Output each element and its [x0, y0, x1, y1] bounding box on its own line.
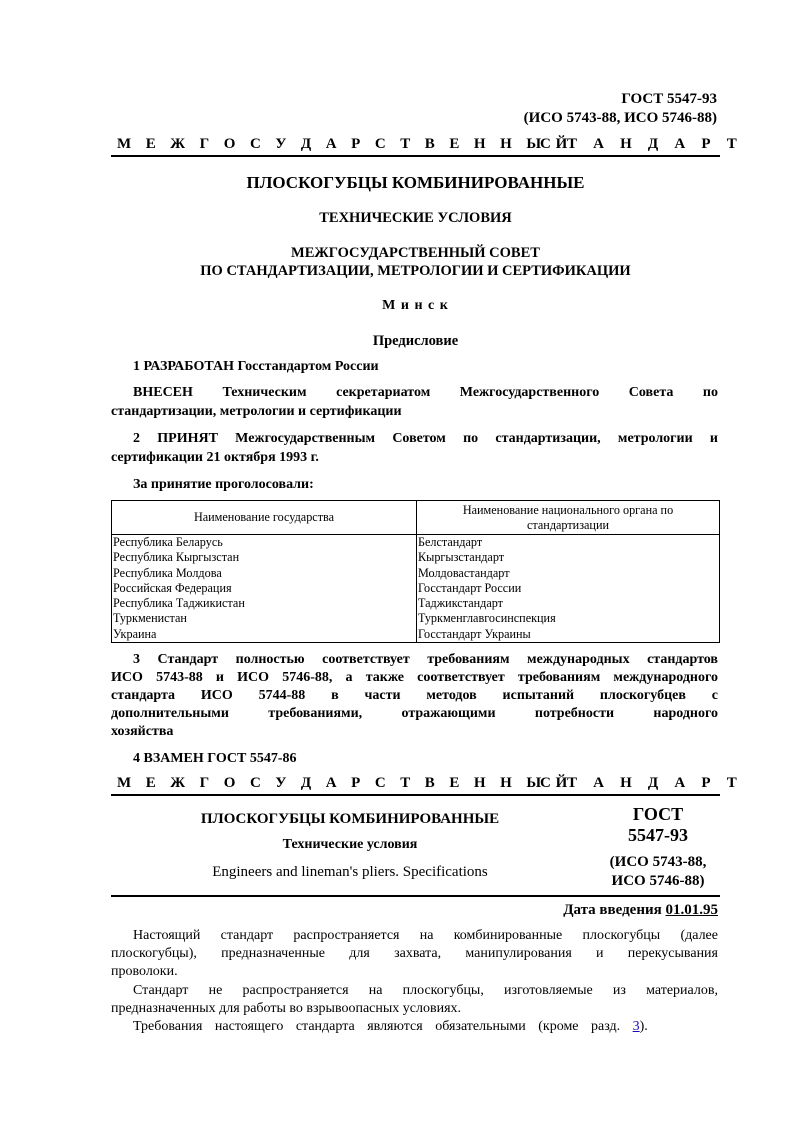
iso-ref-line-2: ИСО 5746-88): [611, 873, 705, 889]
foreword-item-3-line-4: дополнительными требованиями, отражающими потребности народного: [111, 706, 718, 721]
header-body-label-2: стандартизации: [527, 517, 609, 532]
state-name: Российская Федерация: [112, 581, 417, 596]
banner-standard: С Т А Н Д А Р Т: [540, 136, 743, 152]
standard-title: ПЛОСКОГУБЦЫ КОМБИНИРОВАННЫЕ: [200, 811, 500, 827]
gost-code: ГОСТ 5547-93: [621, 91, 717, 107]
introduced-line-1: ВНЕСЕН Техническим секретариатом Межгосударственного Совета по: [133, 385, 718, 400]
gost-label: ГОСТ: [632, 804, 684, 824]
state-name: Республика Молдова: [112, 566, 417, 581]
introduced-line-2: стандартизации, метрологии и сертификации: [111, 404, 402, 419]
foreword-item-3-line-2: ИСО 5743-88 и ИСО 5746-88, а также соответствует требованиям международного: [111, 670, 718, 685]
table-row: [112, 581, 720, 596]
standards-body: Госстандарт Украины: [417, 627, 720, 643]
state-name: Туркменистан: [112, 611, 417, 626]
standards-body: Таджикстандарт: [417, 596, 720, 611]
paragraph-1-line-1: Настоящий стандарт распространяется на комбинированные плоскогубцы (далее: [133, 928, 718, 943]
state-name: Республика Кыргызстан: [112, 550, 417, 565]
standard-block-bottom-rule: [111, 895, 720, 897]
table-row: [112, 566, 720, 581]
table-header-body: [417, 501, 720, 535]
state-name: Республика Беларусь: [112, 535, 417, 551]
banner-standard-2: С Т А Н Д А Р Т: [540, 775, 743, 791]
foreword-heading: Предисловие: [372, 333, 459, 349]
document-subtitle: ТЕХНИЧЕСКИЕ УСЛОВИЯ: [319, 210, 512, 226]
state-name: Республика Таджикистан: [112, 596, 417, 611]
standards-body: Кыргызстандарт: [417, 550, 720, 565]
standards-body: Белстандарт: [417, 535, 720, 551]
foreword-item-3-line-1: 3 Стандарт полностью соответствует требованиям международных стандартов: [133, 652, 718, 667]
paragraph-3: [133, 1018, 718, 1036]
header-state-label: Наименование государства: [193, 510, 335, 524]
table-row: [112, 611, 720, 626]
english-title: Engineers and lineman's pliers. Specifications: [212, 864, 488, 880]
document-title: ПЛОСКОГУБЦЫ КОМБИНИРОВАННЫЕ: [246, 173, 585, 192]
council-line-1: МЕЖГОСУДАРСТВЕННЫЙ СОВЕТ: [291, 245, 540, 261]
table-row: [112, 627, 720, 643]
paragraph-3-end: ).: [639, 1019, 648, 1034]
header-rule: [111, 155, 720, 157]
standard-subtitle: Технические условия: [282, 837, 418, 852]
city: М и н с к: [382, 298, 449, 313]
council-line-2: ПО СТАНДАРТИЗАЦИИ, МЕТРОЛОГИИ И СЕРТИФИКАЦИИ: [200, 263, 631, 279]
foreword-item-2-line-2: сертификации 21 октября 1993 г.: [111, 450, 319, 465]
effective-date: [563, 902, 718, 919]
section-3-link[interactable]: 3: [632, 1019, 640, 1034]
table-row: [112, 596, 720, 611]
iso-reference: (ИСО 5743-88, ИСО 5746-88): [523, 110, 717, 126]
standards-body: Туркменглавгосинспекция: [417, 611, 720, 626]
table-row: [112, 550, 720, 565]
gost-number: 5547-93: [628, 825, 688, 845]
paragraph-2-line-1: Стандарт не распространяется на плоскогубцы, изготовляемые из материалов,: [133, 983, 718, 998]
paragraph-1-line-2: плоскогубцы), предназначенные для захвата, манипулирования и перекусывания: [111, 946, 718, 961]
table-row: [112, 535, 720, 551]
standards-body: Госстандарт России: [417, 581, 720, 596]
foreword-item-3-line-3: стандарта ИСО 5744-88 в части методов испытаний плоскогубцев с: [111, 688, 718, 703]
foreword-item-2-line-1: 2 ПРИНЯТ Межгосударственным Советом по стандартизации, метрологии и: [133, 431, 718, 446]
paragraph-3-text: Требования настоящего стандарта являются обязательными (кроме разд.: [133, 1019, 621, 1034]
banner-interstate: М Е Ж Г О С У Д А Р С Т В Е Н Н Ы Й: [117, 136, 573, 152]
voted-label: За принятие проголосовали:: [133, 477, 314, 492]
foreword-item-1: 1 РАЗРАБОТАН Госстандартом России: [133, 359, 379, 374]
table-header-row: [112, 501, 720, 535]
paragraph-2-line-2: предназначенных для работы во взрывоопасных условиях.: [111, 1001, 462, 1016]
header-body-label-1: Наименование национального органа по: [462, 502, 674, 517]
iso-ref-line-1: (ИСО 5743-88,: [609, 854, 707, 870]
standard-block-top-rule: [111, 794, 720, 796]
effective-date-label: Дата введения: [563, 902, 662, 918]
standards-body: Молдовастандарт: [417, 566, 720, 581]
foreword-item-3-line-5: хозяйства: [111, 724, 174, 739]
effective-date-value: 01.01.95: [665, 902, 718, 918]
paragraph-1-line-3: проволоки.: [111, 964, 178, 979]
state-name: Украина: [112, 627, 417, 643]
table-header-state: [112, 501, 417, 535]
foreword-item-4: 4 ВЗАМЕН ГОСТ 5547-86: [133, 751, 297, 766]
states-table: [111, 500, 720, 643]
banner-interstate-2: М Е Ж Г О С У Д А Р С Т В Е Н Н Ы Й: [117, 775, 573, 791]
